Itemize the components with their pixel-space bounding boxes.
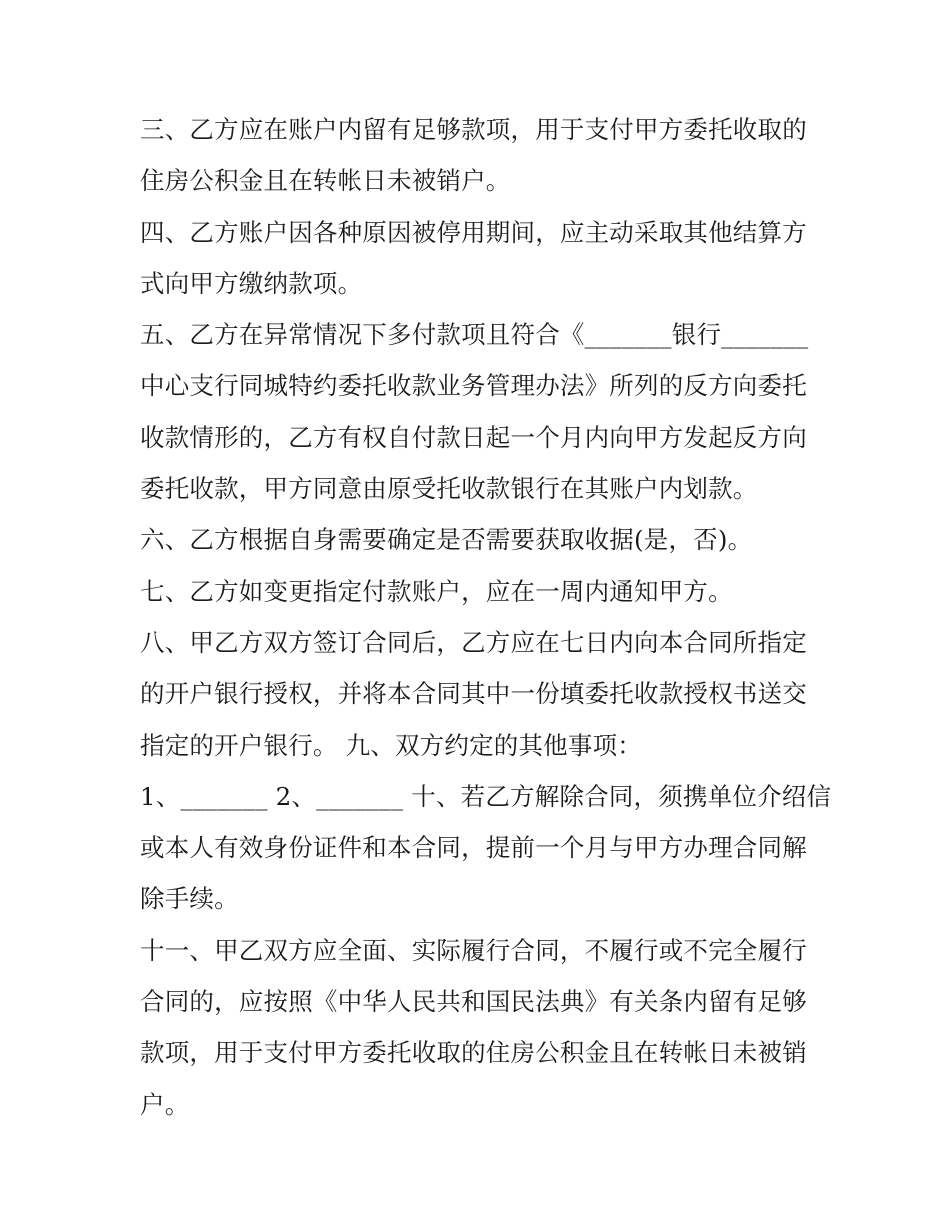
text-line: 收款情形的，乙方有权自付款日起一个月内向甲方发起反方向 (140, 422, 807, 452)
text-line: 五、乙方在异常情况下多付款项且符合《_______银行_______ (140, 320, 809, 350)
text-line: 户。 (140, 1089, 190, 1119)
text-line: 除手续。 (140, 884, 239, 914)
text-line: 三、乙方应在账户内留有足够款项，用于支付甲方委托收取的 (140, 115, 807, 144)
text-line: 七、乙方如变更指定付款账户，应在一周内通知甲方。 (140, 576, 733, 606)
text-line: 四、乙方账户因各种原因被停用期间，应主动采取其他结算方 (140, 217, 807, 247)
text-line: 合同的，应按照《中华人民共和国民法典》有关条内留有足够 (140, 987, 807, 1017)
text-line: 八、甲乙方双方签订合同后，乙方应在七日内向本合同所指定 (140, 627, 807, 657)
text-line: 中心支行同城特约委托收款业务管理办法》所列的反方向委托 (140, 371, 807, 401)
contract-body (140, 104, 832, 1130)
text-line: 1、_______ 2、_______ 十、若乙方解除合同，须携单位介绍信 (140, 781, 832, 811)
text-line: 住房公积金且在转帐日未被销户。 (140, 166, 511, 196)
text-line: 款项，用于支付甲方委托收取的住房公积金且在转帐日未被销 (140, 1038, 807, 1068)
text-line: 十一、甲乙双方应全面、实际履行合同，不履行或不完全履行 (140, 935, 807, 965)
text-line: 的开户银行授权，并将本合同其中一份填委托收款授权书送交 (140, 679, 807, 709)
text-line: 六、乙方根据自身需要确定是否需要获取收据(是，否)。 (140, 525, 753, 555)
text-line: 指定的开户银行。 九、双方约定的其他事项： (140, 730, 642, 760)
text-line: 或本人有效身份证件和本合同，提前一个月与甲方办理合同解 (140, 833, 807, 863)
text-line: 式向甲方缴纳款项。 (140, 268, 363, 298)
text-line: 委托收款，甲方同意由原受托收款银行在其账户内划款。 (140, 474, 758, 504)
